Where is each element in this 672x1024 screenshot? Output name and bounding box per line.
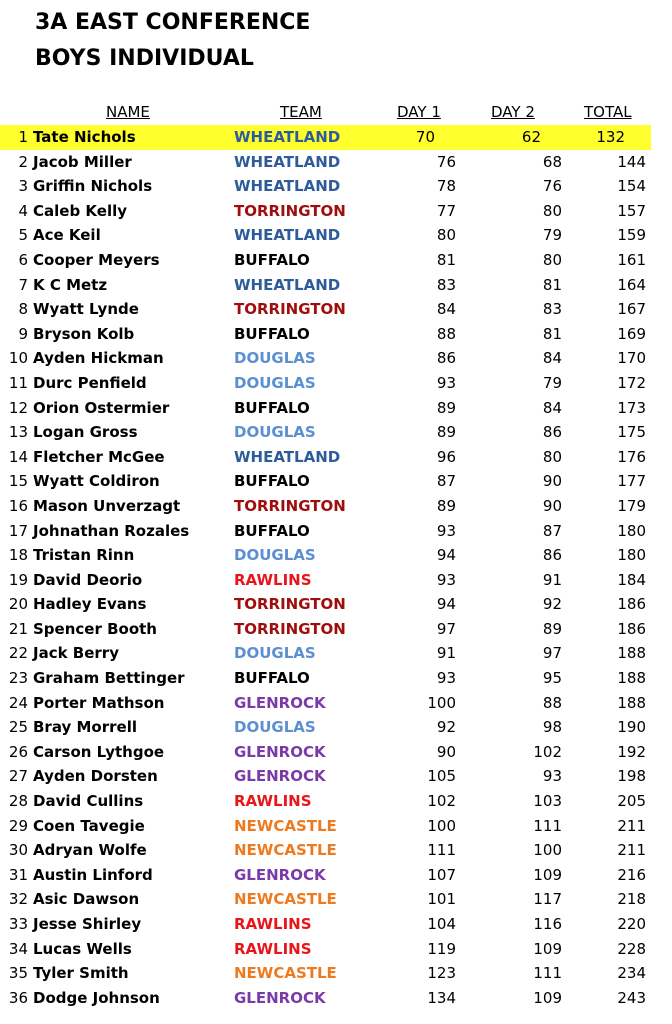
rank-cell: 4 (18, 201, 28, 220)
day2-cell: 111 (533, 816, 562, 835)
name-cell: Adryan Wolfe (33, 841, 147, 860)
team-cell: TORRINGTON (234, 619, 346, 638)
day2-cell: 100 (533, 841, 562, 860)
day1-cell: 93 (436, 521, 456, 540)
rank-cell: 18 (8, 546, 28, 565)
table-row (0, 469, 672, 494)
name-cell: Jack Berry (33, 644, 119, 663)
title-line-1: 3A EAST CONFERENCE (35, 10, 311, 35)
team-cell: NEWCASTLE (234, 816, 337, 835)
day1-cell: 93 (436, 373, 456, 392)
day1-cell: 83 (436, 275, 456, 294)
total-cell: 243 (617, 988, 646, 1007)
day1-cell: 97 (436, 619, 456, 638)
table-row (0, 641, 672, 666)
total-cell: 177 (617, 472, 646, 491)
table-row (0, 715, 672, 740)
table-row (0, 789, 672, 814)
name-cell: Graham Bettinger (33, 669, 185, 688)
total-cell: 132 (596, 128, 625, 146)
team-cell: GLENROCK (234, 693, 326, 712)
name-cell: Ayden Dorsten (33, 767, 158, 786)
total-cell: 188 (617, 644, 646, 663)
rank-cell: 35 (8, 964, 28, 983)
name-cell: Logan Gross (33, 423, 138, 442)
day1-cell: 91 (436, 644, 456, 663)
rank-cell: 7 (18, 275, 28, 294)
rank-cell: 29 (8, 816, 28, 835)
total-cell: 192 (617, 742, 646, 761)
day2-cell: 95 (542, 669, 562, 688)
total-cell: 170 (617, 349, 646, 368)
total-cell: 144 (617, 152, 646, 171)
table-row (0, 371, 672, 396)
day1-cell: 123 (427, 964, 456, 983)
rank-cell: 25 (8, 718, 28, 737)
day2-cell: 83 (542, 300, 562, 319)
name-cell: Dodge Johnson (33, 988, 160, 1007)
day2-cell: 92 (542, 595, 562, 614)
day1-cell: 100 (427, 816, 456, 835)
day1-cell: 94 (436, 595, 456, 614)
day1-cell: 102 (427, 792, 456, 811)
day2-cell: 103 (533, 792, 562, 811)
table-row (0, 396, 672, 421)
total-cell: 180 (617, 546, 646, 565)
day2-cell: 90 (542, 496, 562, 515)
rank-cell: 31 (8, 865, 28, 884)
day1-cell: 111 (427, 841, 456, 860)
team-cell: NEWCASTLE (234, 964, 337, 983)
day2-cell: 89 (542, 619, 562, 638)
total-cell: 205 (617, 792, 646, 811)
total-cell: 154 (617, 177, 646, 196)
day1-cell: 134 (427, 988, 456, 1007)
day1-cell: 107 (427, 865, 456, 884)
day2-cell: 109 (533, 939, 562, 958)
day1-cell: 94 (436, 546, 456, 565)
day2-cell: 80 (542, 447, 562, 466)
team-cell: GLENROCK (234, 742, 326, 761)
table-row (0, 838, 672, 863)
name-cell: Wyatt Lynde (33, 300, 139, 319)
name-cell: Orion Ostermier (33, 398, 170, 417)
day2-cell: 116 (533, 915, 562, 933)
day2-cell: 86 (542, 546, 562, 565)
total-cell: 184 (617, 570, 646, 589)
table-row (0, 223, 672, 248)
name-cell: Hadley Evans (33, 595, 147, 614)
name-cell: Austin Linford (33, 865, 153, 884)
team-cell: TORRINGTON (234, 300, 346, 319)
team-cell: RAWLINS (234, 915, 312, 933)
rank-cell: 10 (8, 349, 28, 368)
table-row (0, 519, 672, 544)
day2-cell: 109 (533, 988, 562, 1007)
table-row (0, 986, 672, 1011)
day2-cell: 80 (542, 201, 562, 220)
team-cell: BUFFALO (234, 521, 310, 540)
table-row (0, 322, 672, 347)
rank-cell: 17 (8, 521, 28, 540)
table-row (0, 273, 672, 298)
table-row (0, 691, 672, 716)
total-cell: 190 (617, 718, 646, 737)
table-row (0, 863, 672, 888)
total-cell: 188 (617, 669, 646, 688)
total-cell: 198 (617, 767, 646, 786)
table-row (0, 617, 672, 642)
table-row (0, 174, 672, 199)
total-cell: 161 (617, 250, 646, 269)
day2-cell: 88 (542, 693, 562, 712)
table-row (0, 199, 672, 224)
day2-cell: 80 (542, 250, 562, 269)
table-row (0, 543, 672, 568)
name-cell: Fletcher McGee (33, 447, 165, 466)
name-cell: David Cullins (33, 792, 144, 811)
rank-cell: 28 (8, 792, 28, 811)
rank-cell: 14 (8, 447, 28, 466)
name-cell: Ayden Hickman (33, 349, 164, 368)
total-cell: 157 (617, 201, 646, 220)
table-row (0, 150, 672, 175)
day2-cell: 102 (533, 742, 562, 761)
table-row (0, 937, 672, 962)
rank-cell: 26 (8, 742, 28, 761)
rank-cell: 30 (8, 841, 28, 860)
total-cell: 176 (617, 447, 646, 466)
day2-cell: 117 (533, 890, 562, 909)
name-cell: Johnathan Rozales (33, 521, 190, 540)
team-cell: WHEATLAND (234, 152, 341, 171)
team-cell: RAWLINS (234, 939, 312, 958)
day2-cell: 98 (542, 718, 562, 737)
day1-cell: 93 (436, 570, 456, 589)
day2-cell: 84 (542, 349, 562, 368)
total-cell: 216 (617, 865, 646, 884)
team-cell: NEWCASTLE (234, 841, 337, 860)
day1-cell: 90 (436, 742, 456, 761)
name-cell: Tristan Rinn (33, 546, 135, 565)
team-cell: DOUGLAS (234, 718, 316, 737)
team-cell: NEWCASTLE (234, 890, 337, 909)
day1-cell: 81 (436, 250, 456, 269)
results-table (0, 125, 672, 1010)
rank-cell: 1 (18, 128, 28, 146)
rank-cell: 6 (18, 250, 28, 269)
day2-cell: 97 (542, 644, 562, 663)
rank-cell: 3 (18, 177, 28, 196)
rank-cell: 5 (18, 226, 28, 245)
name-cell: Tyler Smith (33, 964, 129, 983)
team-cell: RAWLINS (234, 570, 312, 589)
table-row (0, 445, 672, 470)
total-cell: 179 (617, 496, 646, 515)
total-cell: 159 (617, 226, 646, 245)
total-cell: 188 (617, 693, 646, 712)
total-cell: 172 (617, 373, 646, 392)
name-cell: Bryson Kolb (33, 324, 135, 343)
name-cell: Wyatt Coldiron (33, 472, 160, 491)
day1-cell: 80 (436, 226, 456, 245)
day2-cell: 86 (542, 423, 562, 442)
rank-cell: 32 (8, 890, 28, 909)
rank-cell: 11 (8, 373, 28, 392)
name-cell: Asic Dawson (33, 890, 140, 909)
day2-cell: 111 (533, 964, 562, 983)
day1-cell: 88 (436, 324, 456, 343)
day1-cell: 101 (427, 890, 456, 909)
rank-cell: 33 (8, 915, 28, 933)
table-row (0, 420, 672, 445)
team-cell: DOUGLAS (234, 423, 316, 442)
team-cell: TORRINGTON (234, 201, 346, 220)
name-cell: Durc Penfield (33, 373, 147, 392)
name-cell: Griffin Nichols (33, 177, 153, 196)
day2-cell: 109 (533, 865, 562, 884)
table-row (0, 592, 672, 617)
team-cell: BUFFALO (234, 669, 310, 688)
team-cell: WHEATLAND (234, 447, 341, 466)
total-cell: 234 (617, 964, 646, 983)
total-cell: 211 (617, 841, 646, 860)
rank-cell: 22 (8, 644, 28, 663)
team-cell: WHEATLAND (234, 226, 341, 245)
team-cell: RAWLINS (234, 792, 312, 811)
total-cell: 186 (617, 595, 646, 614)
name-cell: Spencer Booth (33, 619, 157, 638)
team-cell: WHEATLAND (234, 275, 341, 294)
total-cell: 180 (617, 521, 646, 540)
team-cell: WHEATLAND (234, 177, 341, 196)
total-cell: 220 (617, 915, 646, 933)
day1-cell: 84 (436, 300, 456, 319)
day2-cell: 81 (542, 275, 562, 294)
rank-cell: 15 (8, 472, 28, 491)
table-row (0, 740, 672, 765)
rank-cell: 13 (8, 423, 28, 442)
table-row (0, 494, 672, 519)
day2-cell: 81 (542, 324, 562, 343)
day2-cell: 84 (542, 398, 562, 417)
header-day2: DAY 2 (491, 103, 535, 121)
name-cell: David Deorio (33, 570, 143, 589)
day2-cell: 90 (542, 472, 562, 491)
name-cell: Carson Lythgoe (33, 742, 165, 761)
rank-cell: 24 (8, 693, 28, 712)
day1-cell: 96 (436, 447, 456, 466)
rank-cell: 21 (8, 619, 28, 638)
rank-cell: 19 (8, 570, 28, 589)
rank-cell: 8 (18, 300, 28, 319)
header-team: TEAM (280, 103, 322, 121)
name-cell: Lucas Wells (33, 939, 132, 958)
team-cell: DOUGLAS (234, 546, 316, 565)
table-row (0, 346, 672, 371)
table-row (0, 887, 672, 912)
team-cell: DOUGLAS (234, 373, 316, 392)
name-cell: K C Metz (33, 275, 108, 294)
name-cell: Caleb Kelly (33, 201, 127, 220)
name-cell: Coen Tavegie (33, 816, 145, 835)
total-cell: 167 (617, 300, 646, 319)
name-cell: Porter Mathson (33, 693, 165, 712)
day2-cell: 87 (542, 521, 562, 540)
day1-cell: 89 (436, 398, 456, 417)
total-cell: 228 (617, 939, 646, 958)
rank-cell: 23 (8, 669, 28, 688)
total-cell: 186 (617, 619, 646, 638)
day2-cell: 68 (542, 152, 562, 171)
name-cell: Mason Unverzagt (33, 496, 181, 515)
header-name: NAME (106, 103, 150, 121)
name-cell: Jacob Miller (33, 152, 132, 171)
name-cell: Jesse Shirley (33, 915, 142, 933)
day1-cell: 93 (436, 669, 456, 688)
rank-cell: 9 (18, 324, 28, 343)
day1-cell: 70 (415, 128, 435, 146)
name-cell: Bray Morrell (33, 718, 137, 737)
total-cell: 218 (617, 890, 646, 909)
day2-cell: 79 (542, 373, 562, 392)
day1-cell: 87 (436, 472, 456, 491)
rank-cell: 16 (8, 496, 28, 515)
day1-cell: 100 (427, 693, 456, 712)
table-row (0, 125, 651, 150)
day2-cell: 62 (521, 128, 541, 146)
team-cell: DOUGLAS (234, 644, 316, 663)
table-row (0, 912, 672, 937)
total-cell: 169 (617, 324, 646, 343)
rank-cell: 2 (18, 152, 28, 171)
day2-cell: 79 (542, 226, 562, 245)
header-day1: DAY 1 (397, 103, 441, 121)
team-cell: BUFFALO (234, 398, 310, 417)
total-cell: 211 (617, 816, 646, 835)
name-cell: Tate Nichols (33, 128, 136, 146)
day1-cell: 89 (436, 423, 456, 442)
table-row (0, 764, 672, 789)
day1-cell: 92 (436, 718, 456, 737)
team-cell: GLENROCK (234, 865, 326, 884)
table-row (0, 248, 672, 273)
rank-cell: 36 (8, 988, 28, 1007)
rank-cell: 27 (8, 767, 28, 786)
table-row (0, 961, 672, 986)
rank-cell: 34 (8, 939, 28, 958)
day1-cell: 86 (436, 349, 456, 368)
rank-cell: 12 (8, 398, 28, 417)
day1-cell: 76 (436, 152, 456, 171)
team-cell: TORRINGTON (234, 496, 346, 515)
day1-cell: 77 (436, 201, 456, 220)
team-cell: GLENROCK (234, 988, 326, 1007)
day2-cell: 91 (542, 570, 562, 589)
table-row (0, 568, 672, 593)
day1-cell: 89 (436, 496, 456, 515)
total-cell: 173 (617, 398, 646, 417)
team-cell: WHEATLAND (234, 128, 341, 146)
name-cell: Ace Keil (33, 226, 101, 245)
day2-cell: 76 (542, 177, 562, 196)
table-row (0, 666, 672, 691)
name-cell: Cooper Meyers (33, 250, 160, 269)
team-cell: TORRINGTON (234, 595, 346, 614)
total-cell: 164 (617, 275, 646, 294)
team-cell: GLENROCK (234, 767, 326, 786)
table-row (0, 297, 672, 322)
total-cell: 175 (617, 423, 646, 442)
day1-cell: 119 (427, 939, 456, 958)
day1-cell: 105 (427, 767, 456, 786)
team-cell: BUFFALO (234, 324, 310, 343)
table-row (0, 814, 672, 839)
team-cell: BUFFALO (234, 250, 310, 269)
day1-cell: 104 (427, 915, 456, 933)
team-cell: BUFFALO (234, 472, 310, 491)
day2-cell: 93 (542, 767, 562, 786)
rank-cell: 20 (8, 595, 28, 614)
header-total: TOTAL (584, 103, 632, 121)
team-cell: DOUGLAS (234, 349, 316, 368)
title-line-2: BOYS INDIVIDUAL (35, 46, 254, 71)
day1-cell: 78 (436, 177, 456, 196)
